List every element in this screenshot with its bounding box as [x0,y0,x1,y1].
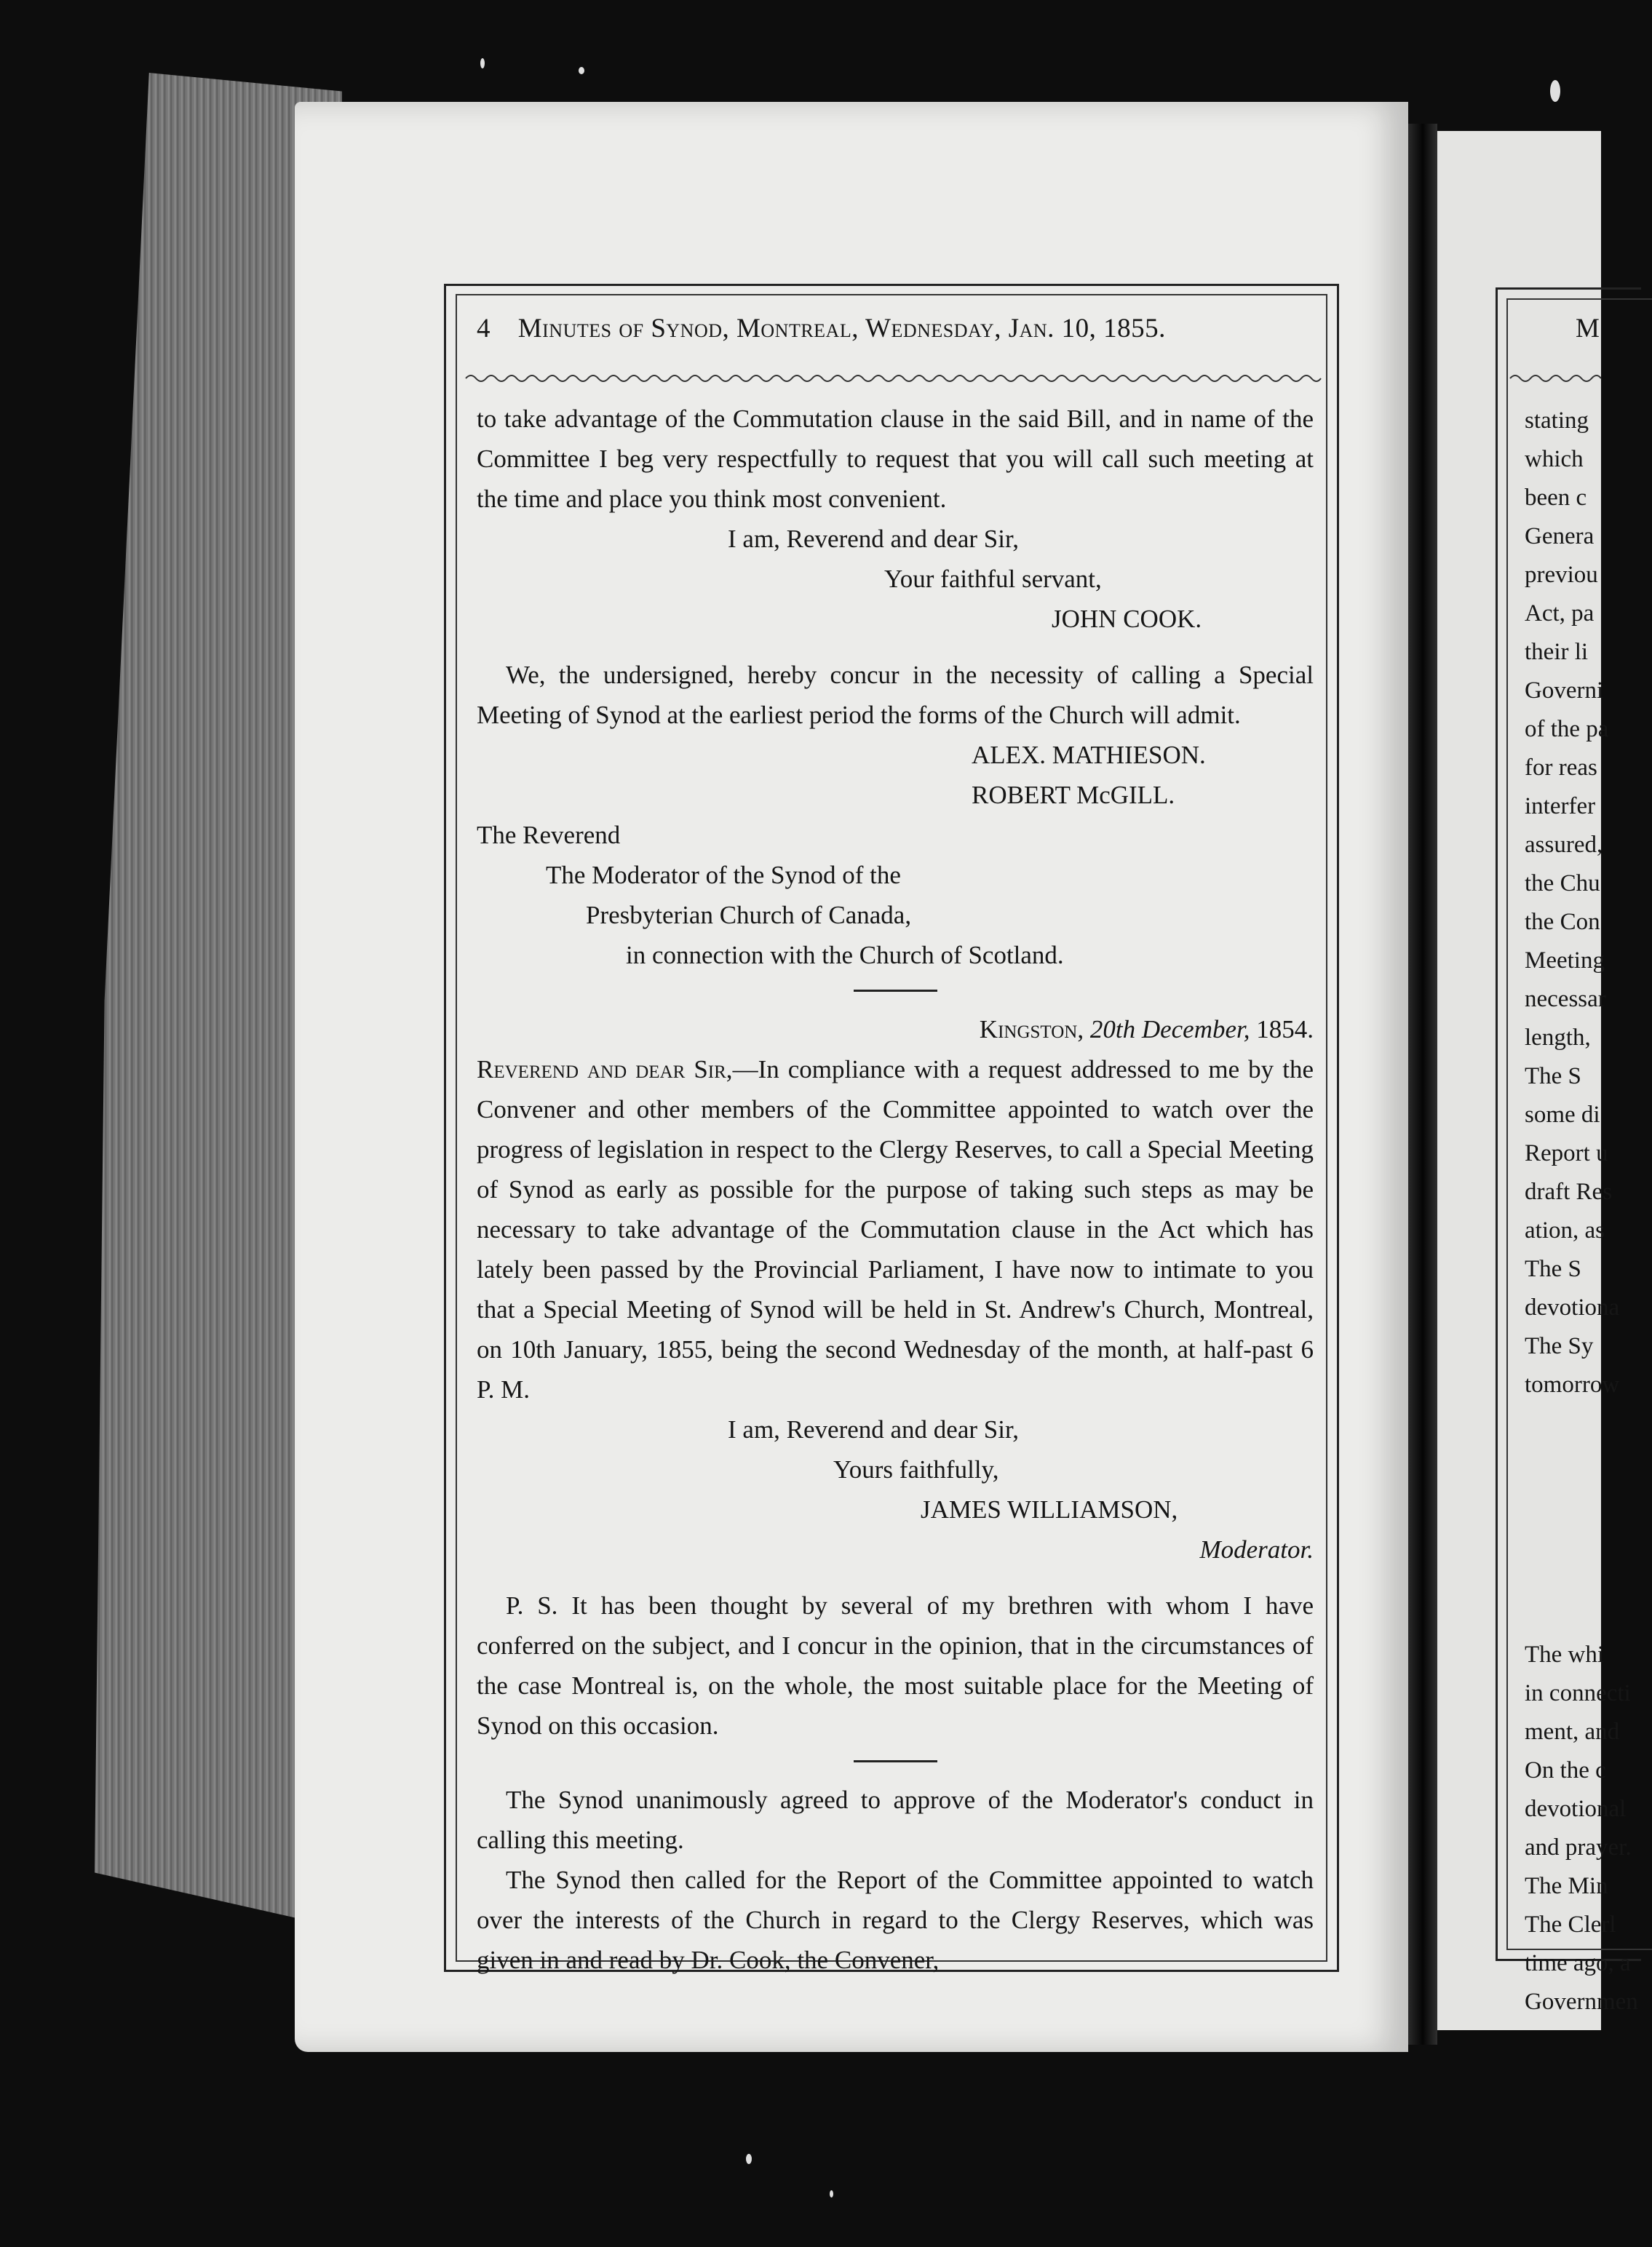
right-line: draft Res [1525,1179,1613,1205]
section-divider [854,990,937,992]
right-line: Report u [1525,1140,1608,1166]
letter2-signature: JAMES WILLIAMSON, [921,1495,1178,1524]
right-line: time ago, a [1525,1950,1631,1976]
right-line: assured, [1525,832,1603,858]
letter2-title-line [477,1530,1314,1570]
right-line: of the pa [1525,716,1609,742]
address-line-4: in connection with the Church of Scotland. [626,941,1064,969]
right-line: The Clerl [1525,1912,1616,1938]
letter1-closing: I am, Reverend and dear Sir, [728,525,1019,553]
letter2-title: Moderator. [1199,1535,1314,1564]
letter1-signature: JOHN COOK. [1052,605,1202,633]
right-line: which [1525,446,1584,472]
book-gutter [1408,124,1437,2045]
right-line: for reas [1525,755,1597,781]
right-line: the Chu [1525,870,1600,896]
right-line: necessar [1525,986,1606,1012]
letter2-place: Kingston, [979,1015,1084,1043]
signatory-2: ROBERT McGILL. [972,781,1175,809]
letter2-closing: I am, Reverend and dear Sir, [728,1415,1019,1444]
page-body [477,399,1314,1980]
right-running-header: M [1576,314,1600,343]
right-line: devotiona [1525,1294,1620,1321]
film-speck [1550,80,1560,102]
section-divider-2 [854,1760,937,1762]
right-line: the Con [1525,909,1600,935]
wavy-rule [466,371,1321,386]
right-line: in connecti [1525,1680,1631,1706]
address-line-1: The Reverend [477,821,621,849]
address-line-2: The Moderator of the Synod of the [546,861,901,889]
film-speck [480,58,485,68]
film-speck [746,2154,752,2164]
right-page-text [1525,402,1638,2021]
right-line: some di [1525,1102,1600,1128]
minutes-para-2: The Synod then called for the Report of the Committee appointed to watch over the interests of the Church in regard to the Clergy Reserves, which was given in and read by Dr. Cook, the Convener, [477,1866,1314,1974]
right-line: previou [1525,562,1598,588]
letter2-dateline [477,1009,1314,1049]
right-line: The S [1525,1256,1581,1282]
letter2-valediction: Yours faithfully, [833,1455,999,1484]
right-line: been c [1525,485,1587,511]
page-number: 4 [477,314,491,343]
letter2-body: —In compliance with a request addressed to me by the Convener and other members of the Committee appointed to watch over the progress of legislation in respect to the Clergy Reserves, to call a Special Meeting of Synod as early as possible for the purpose of taking such steps as may be necessary to take advantage of the Commutation clause in the Act which has lately been passed by the Provincial Parliament, I have now to intimate to you that a Special Meeting of Synod will be held in St. Andrew's Church, Montreal, on 10th January, 1855, being the second Wednesday of the month, at half-past 6 P. M. [477,1055,1314,1404]
right-line: The S [1525,1063,1581,1089]
right-line: Governi [1525,677,1604,704]
right-line: Act, pa [1525,600,1595,627]
letter2-year: 1854. [1256,1015,1314,1043]
right-line: stating [1525,407,1589,434]
right-line: On the c [1525,1757,1606,1783]
right-line: The Sy [1525,1333,1594,1359]
minutes-para-1: The Synod unanimously agreed to approve of the Moderator's conduct in calling this meeting. [477,1786,1314,1854]
film-speck [579,67,584,74]
right-line: Governmen [1525,1989,1638,2015]
right-line: devotional [1525,1796,1627,1822]
running-header [477,313,1314,349]
letter1-body: to take advantage of the Commutation clause in the said Bill, and in name of the Committee I beg very respectfully to request that you will call such meeting at the time and place you think most convenient. [477,405,1314,513]
right-line: The Min [1525,1873,1608,1899]
concurrence-text: We, the undersigned, hereby concur in the necessity of calling a Special Meeting of Synod at the earliest period the forms of the Church will admit. [477,661,1314,729]
letter1-valediction: Your faithful servant, [884,565,1102,593]
right-line: interfer [1525,793,1596,819]
letter2-paragraph [477,1049,1314,1409]
right-wavy-rule [1510,371,1601,386]
postscript-text: It has been thought by several of my brethren with whom I have conferred on the subject, and I concur in the opinion, that in the circumstances of the case Montreal is, on the whole, the most suitable place for the Meeting of Synod on this occasion. [477,1591,1314,1740]
right-line: ment, and [1525,1719,1620,1745]
address-line-3: Presbyterian Church of Canada, [586,901,912,929]
right-line: The whi [1525,1642,1605,1668]
letter2-date: 20th December, [1089,1015,1250,1043]
right-line: length, [1525,1025,1591,1051]
right-line: ation, as [1525,1217,1605,1244]
film-speck [830,2190,833,2198]
postscript [477,1586,1314,1746]
right-line: their li [1525,639,1589,665]
right-line: Genera [1525,523,1595,549]
signatory-1: ALEX. MATHIESON. [972,741,1206,769]
letter2-salutation: Reverend and dear Sir, [477,1055,733,1083]
right-line: Meeting [1525,947,1605,974]
postscript-label: P. S. [506,1591,558,1620]
right-line: and prayer. [1525,1834,1632,1861]
right-line: tomorrow [1525,1372,1620,1398]
running-title: Minutes of Synod, Montreal, Wednesday, Jan. 10, 1855. [517,314,1166,343]
